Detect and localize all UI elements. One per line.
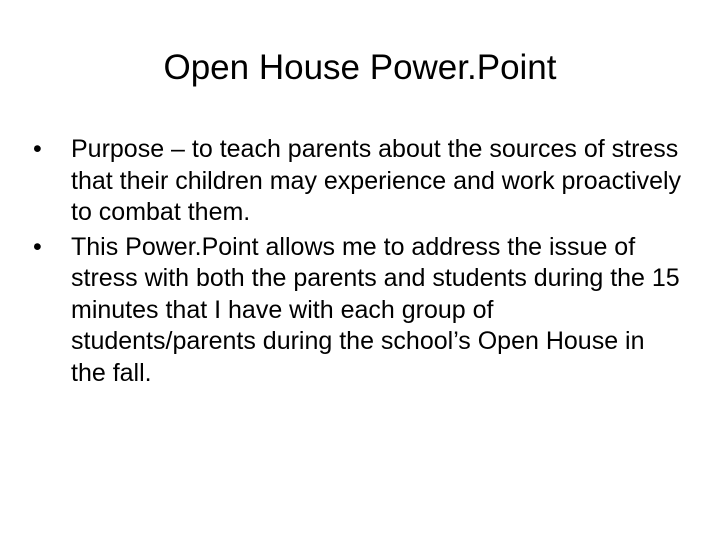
bullet-icon: • — [33, 135, 42, 163]
bullet-icon: • — [33, 232, 42, 261]
bullet-list — [33, 134, 683, 392]
bullet-item-purpose — [33, 134, 683, 229]
bullet-text: This Power.Point allows me to address the issue of stress with both the parents and students during the 15 minutes that I have with each group of students/parents during the school’s Open House in the fall. — [71, 232, 680, 387]
slide-title: Open House Power.Point — [163, 48, 557, 87]
bullet-item-powerpoint — [33, 232, 683, 390]
bullet-text: Purpose – to teach parents about the sources of stress that their children may experience and work proactively to combat them. — [71, 135, 682, 226]
